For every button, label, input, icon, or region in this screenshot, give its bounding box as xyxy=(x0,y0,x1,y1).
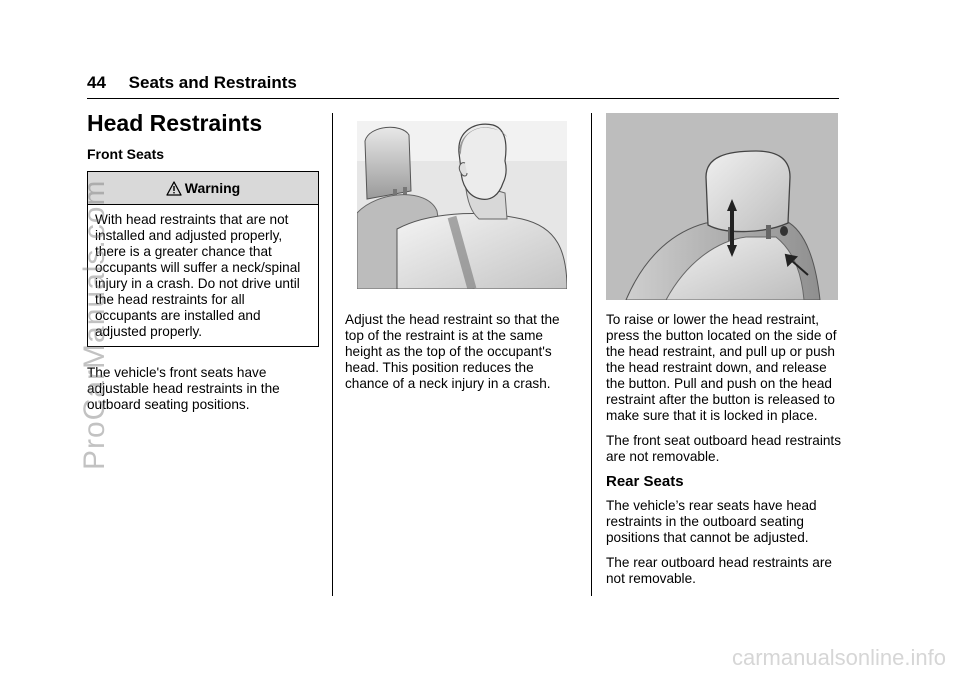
warning-header xyxy=(88,172,318,205)
column-divider-2 xyxy=(591,113,592,596)
warning-box xyxy=(87,171,319,347)
column-1 xyxy=(87,146,322,162)
footer-watermark: carmanualsonline.info xyxy=(731,645,946,670)
head-restraint-adjust-illustration xyxy=(606,113,838,300)
side-watermark: ProCarManuals.com xyxy=(78,179,111,470)
header-rule xyxy=(87,98,839,99)
column-2 xyxy=(345,312,580,401)
warning-text: With head restraints that are not installed and adjusted properly, there is a greater chance that occupants will suffer a neck/spinal injury in a crash. Do not drive until the head restraints for all occupants are installed and adjusted properly. xyxy=(95,212,301,339)
paragraph-front-seats: The vehicle's front seats have adjustable head restraints in the outboard seating positions. xyxy=(87,365,280,412)
page-header xyxy=(87,73,297,93)
column-divider-1 xyxy=(332,113,333,596)
paragraph-adjust-height: Adjust the head restraint so that the top of the restraint is at the same height as the top of the occupant's head. This position reduces the chance of a neck injury in a crash. xyxy=(345,312,560,391)
warning-title: Warning xyxy=(184,180,241,196)
page-title: Head Restraints xyxy=(87,110,263,136)
warning-triangle-icon xyxy=(166,181,182,196)
paragraph-raise-lower: To raise or lower the head restraint, press the button located on the side of the head restraint, and pull up or push the head restraint down, and release the button. Pull and push on the head restraint after the button is released to make sure that it is locked in place. xyxy=(606,312,837,423)
page-number: 44 xyxy=(87,73,106,92)
paragraph-rear-seats: The vehicle’s rear seats have head restraints in the outboard seating positions that cannot be adjusted. xyxy=(606,498,817,545)
subheading-front-seats: Front Seats xyxy=(87,146,165,162)
occupant-head-restraint-illustration xyxy=(357,121,567,289)
section-title: Seats and Restraints xyxy=(128,73,297,92)
paragraph-front-not-removable: The front seat outboard head restraints are not removable. xyxy=(606,433,842,464)
column-1-body xyxy=(87,365,317,422)
column-3 xyxy=(606,312,841,596)
paragraph-rear-not-removable: The rear outboard head restraints are not removable. xyxy=(606,555,832,586)
subheading-rear-seats: Rear Seats xyxy=(606,473,684,490)
